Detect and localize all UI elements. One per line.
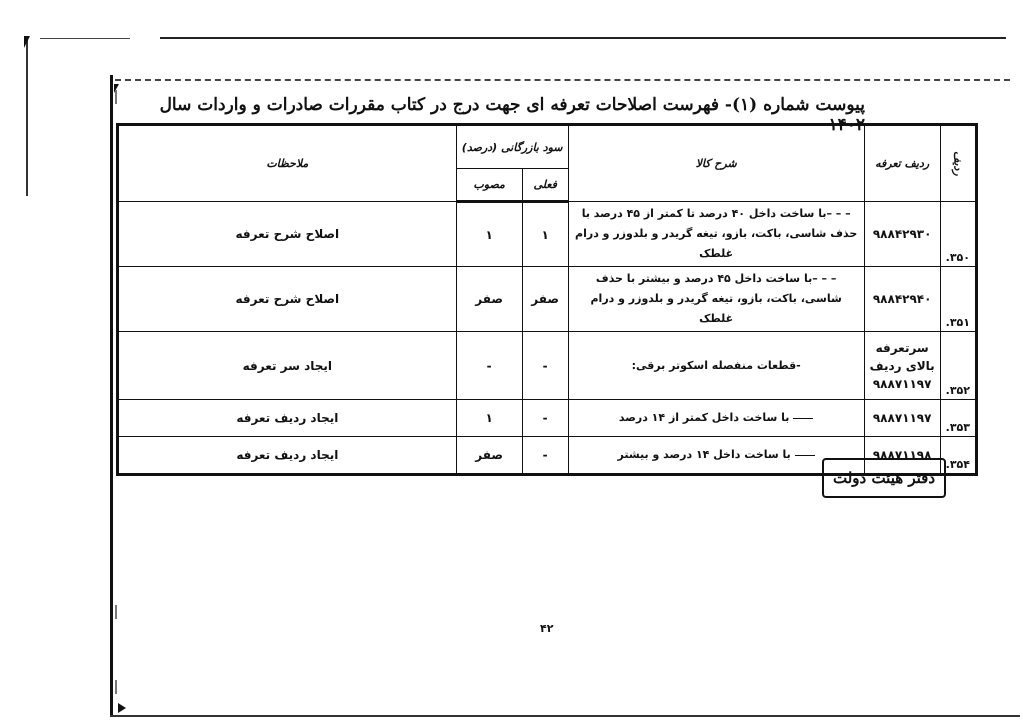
item-description: – – –با ساخت داخل ۴۵ درصد و بیشتر با حذف شاسی، باکت، بازو، تیغه گریدر و بلدوزر و درام غلطک bbox=[568, 267, 864, 332]
item-description bbox=[568, 437, 864, 475]
row-number: ۳۵۰. bbox=[940, 202, 976, 267]
scan-border-line bbox=[160, 37, 1006, 39]
tariff-code bbox=[864, 332, 940, 400]
tariff-amendments-table bbox=[116, 123, 978, 476]
profit-current: ۱ bbox=[522, 202, 568, 267]
item-description-text: با ساخت داخل ۱۴ درصد و بیشتر bbox=[617, 448, 791, 461]
row-note: ایجاد ردیف تعرفه bbox=[118, 400, 457, 437]
margin-tick bbox=[115, 605, 117, 619]
row-number: ۳۵۴. bbox=[940, 437, 976, 475]
header-notes: ملاحظات bbox=[118, 125, 457, 202]
table-row bbox=[118, 267, 977, 332]
item-description-text: با ساخت داخل کمتر از ۱۴ درصد bbox=[618, 411, 790, 424]
tariff-code: ۹۸۸۴۲۹۳۰ bbox=[864, 202, 940, 267]
table-row bbox=[118, 202, 977, 267]
scan-border-line bbox=[26, 36, 28, 196]
margin-tick bbox=[115, 680, 117, 694]
tariff-code: ۹۸۸۷۱۱۹۸ bbox=[864, 437, 940, 475]
profit-current: - bbox=[522, 400, 568, 437]
dash-prefix bbox=[793, 418, 813, 419]
header-tariff-code: ردیف تعرفه bbox=[864, 125, 940, 202]
row-note: ایجاد سر تعرفه bbox=[118, 332, 457, 400]
header-current: فعلی bbox=[522, 169, 568, 202]
row-number: ۳۵۲. bbox=[940, 332, 976, 400]
profit-approved: صفر bbox=[456, 437, 522, 475]
profit-approved: ۱ bbox=[456, 202, 522, 267]
row-number: ۳۵۱. bbox=[940, 267, 976, 332]
profit-approved: صفر bbox=[456, 267, 522, 332]
tariff-code: ۹۸۸۷۱۱۹۷ bbox=[864, 400, 940, 437]
row-number: ۳۵۳. bbox=[940, 400, 976, 437]
profit-approved: ۱ bbox=[456, 400, 522, 437]
header-commercial-profit: سود بازرگانی (درصد) bbox=[456, 125, 568, 169]
government-office-stamp: دفتر هیئت دولت bbox=[822, 458, 946, 498]
corner-mark bbox=[118, 703, 126, 713]
scan-border-line bbox=[40, 38, 130, 39]
dash-prefix bbox=[795, 455, 815, 456]
tariff-code-line: ۹۸۸۷۱۱۹۷ bbox=[872, 376, 932, 391]
corner-mark bbox=[24, 36, 30, 48]
profit-approved: - bbox=[456, 332, 522, 400]
row-note: ایجاد ردیف تعرفه bbox=[118, 437, 457, 475]
tariff-code-line: بالای ردیف bbox=[869, 358, 935, 373]
profit-current: صفر bbox=[522, 267, 568, 332]
item-description: -قطعات منفصله اسکوتر برقی: bbox=[568, 332, 864, 400]
item-description bbox=[568, 400, 864, 437]
profit-current: - bbox=[522, 332, 568, 400]
page-margin-line bbox=[110, 715, 1020, 717]
table-row bbox=[118, 400, 977, 437]
page-number: ۴۲ bbox=[540, 622, 554, 635]
table-row bbox=[118, 332, 977, 400]
tariff-code-line: سرتعرفه bbox=[875, 340, 929, 355]
margin-tick bbox=[115, 90, 117, 104]
document-title: پیوست شماره (۱)- فهرست اصلاحات تعرفه ای جهت درج در کتاب مقررات صادرات و واردات سال ۱۴۰۲ bbox=[159, 95, 865, 135]
page-margin-line bbox=[110, 75, 113, 715]
header-description: شرح کالا bbox=[568, 125, 864, 202]
row-note: اصلاح شرح تعرفه bbox=[118, 267, 457, 332]
header-approved: مصوب bbox=[456, 169, 522, 202]
header-row-no: ردیف bbox=[940, 125, 976, 202]
scan-border-line bbox=[115, 79, 1010, 81]
profit-current: - bbox=[522, 437, 568, 475]
item-description: – – –با ساخت داخل ۴۰ درصد تا کمتر از ۴۵ درصد با حذف شاسی، باکت، بازو، تیغه گریدر و بلدوزر و درام غلطک bbox=[568, 202, 864, 267]
tariff-code: ۹۸۸۴۲۹۴۰ bbox=[864, 267, 940, 332]
row-note: اصلاح شرح تعرفه bbox=[118, 202, 457, 267]
